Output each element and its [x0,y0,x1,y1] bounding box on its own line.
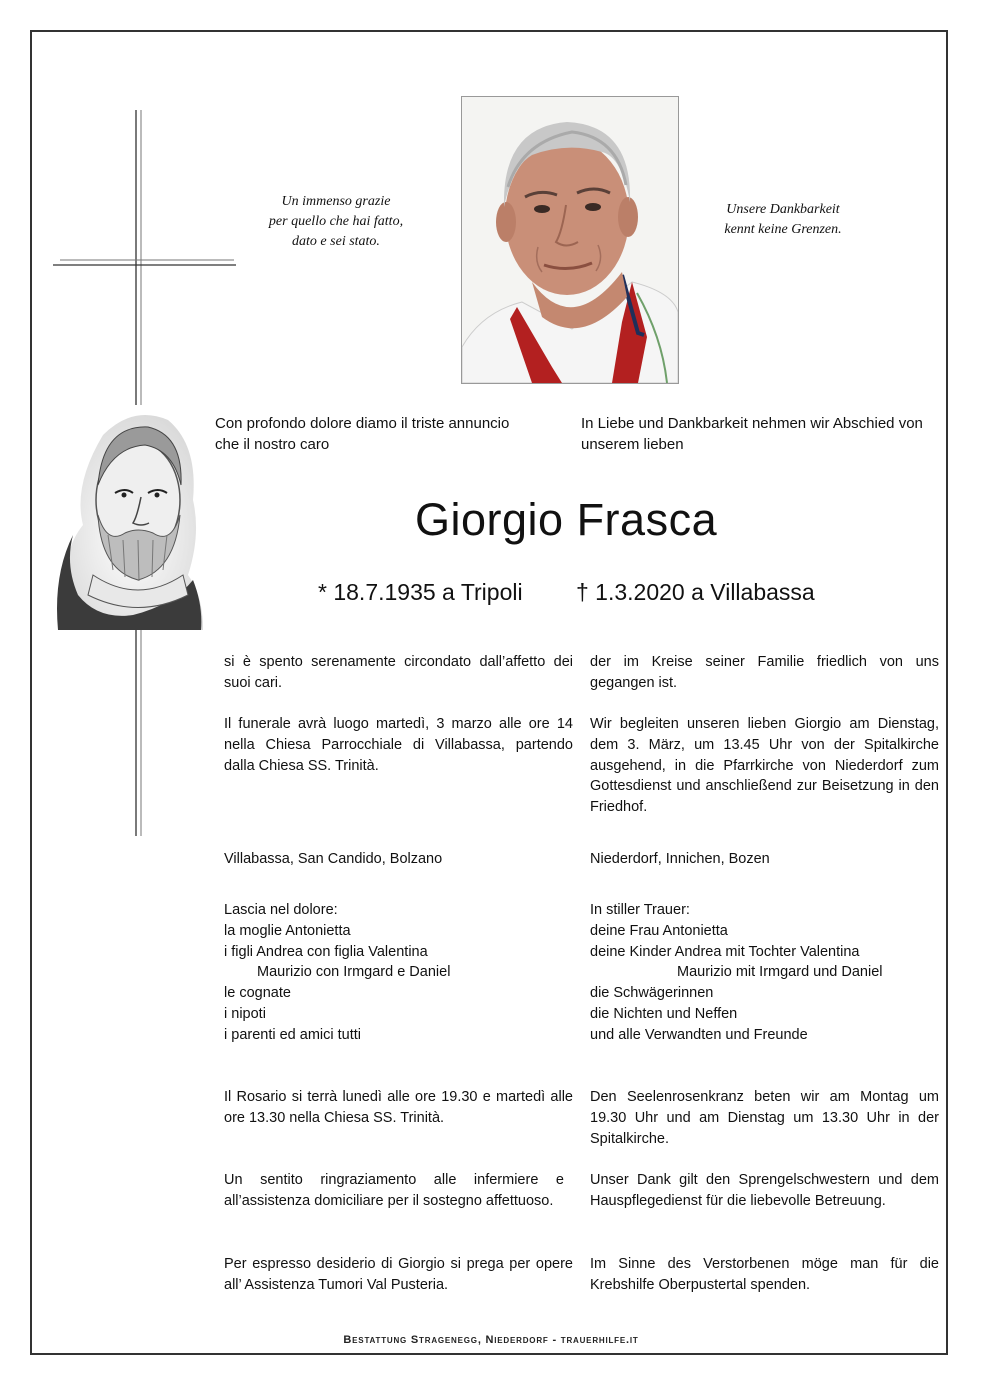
list-item: und alle Verwandten und Freunde [590,1026,808,1043]
italian-paragraph-rosary: Il Rosario si terrà lunedì alle ore 19.30 e martedì alle ore 13.30 nella Chiesa SS. Trinità. [224,1089,573,1126]
intro-german [581,413,946,455]
list-item: deine Kinder Andrea mit Tochter Valentina [590,943,860,960]
german-paragraph-donation: Im Sinne des Verstorbenen möge man für die Krebshilfe Oberpustertal spenden. [590,1256,939,1293]
intro-german-line: unserem lieben [581,436,684,453]
list-item: Maurizio con Irmgard e Daniel [257,964,451,981]
saint-portrait-image [53,405,203,630]
list-item: In stiller Trauer: [590,902,690,918]
quote-german [703,200,863,240]
intro-german-line: In Liebe und Dankbarkeit nehmen wir Abschied von [581,415,923,432]
italian-paragraph-passing: si è spento serenamente circondato dall’affetto dei suoi cari. [224,654,573,691]
german-paragraph-passing: der im Kreise seiner Familie friedlich von uns gegangen ist. [590,654,939,691]
list-item: Maurizio mit Irmgard und Daniel [677,964,883,981]
intro-italian-line: Con profondo dolore diamo il triste annuncio [215,415,510,432]
german-mourners-list [590,900,883,1046]
italian-mourners-list [224,900,450,1046]
quote-german-line: kennt keine Grenzen. [724,222,842,237]
death-date: † 1.3.2020 a Villabassa [576,579,815,605]
german-paragraph-funeral: Wir begleiten unseren lieben Giorgio am Dienstag, dem 3. März, um 13.45 Uhr von der Spitalkirche ausgehend, in die Pfarrkirche von Niederdorf zum Gottesdienst und anschließend zur Beisetzung in den Friedhof. [590,716,939,816]
german-places: Niederdorf, Innichen, Bozen [590,851,770,867]
german-paragraph-rosary: Den Seelenrosenkranz beten wir am Montag um 19.30 Uhr und am Dienstag um 13.30 Uhr in der Spitalkirche. [590,1089,939,1147]
list-item: die Schwägerinnen [590,985,714,1002]
deceased-photo [461,96,679,384]
intro-italian-line: che il nostro caro [215,436,330,453]
list-item: die Nichten und Neffen [590,1005,738,1022]
quote-italian-line: Un immenso grazie [281,194,391,209]
italian-places: Villabassa, San Candido, Bolzano [224,851,443,867]
intro-italian [215,413,545,455]
list-item: deine Frau Antonietta [590,922,728,939]
quote-italian-line: dato e sei stato. [292,234,380,249]
list-item: Lascia nel dolore: [224,902,338,918]
quote-german-line: Unsere Dankbarkeit [726,202,840,217]
quote-italian-line: per quello che hai fatto, [268,214,404,229]
birth-date: * 18.7.1935 a Tripoli [318,579,523,605]
italian-paragraph-donation: Per espresso desiderio di Giorgio si prega per opere all’ Assistenza Tumori Val Pusteria. [224,1256,573,1293]
list-item: le cognate [224,985,291,1002]
deceased-name: Giorgio Frasca [415,494,718,545]
list-item: i figli Andrea con figlia Valentina [224,943,428,960]
list-item: i parenti ed amici tutti [224,1026,362,1043]
footer-funeral-home: Bestattung Stragenegg, Niederdorf - trauerhilfe.it [343,1334,639,1346]
german-paragraph-thanks: Unser Dank gilt den Sprengelschwestern und dem Hauspflegedienst für die liebevolle Betreuung. [590,1172,939,1209]
list-item: i nipoti [224,1005,266,1022]
italian-paragraph-thanks: Un sentito ringraziamento alle infermiere e all’assistenza domiciliare per il sostegno affettuoso. [224,1172,564,1209]
quote-italian [256,192,416,252]
italian-paragraph-funeral: Il funerale avrà luogo martedì, 3 marzo alle ore 14 nella Chiesa Parrocchiale di Villabassa, partendo dalla Chiesa SS. Trinità. [224,716,573,774]
list-item: la moglie Antonietta [224,922,351,939]
